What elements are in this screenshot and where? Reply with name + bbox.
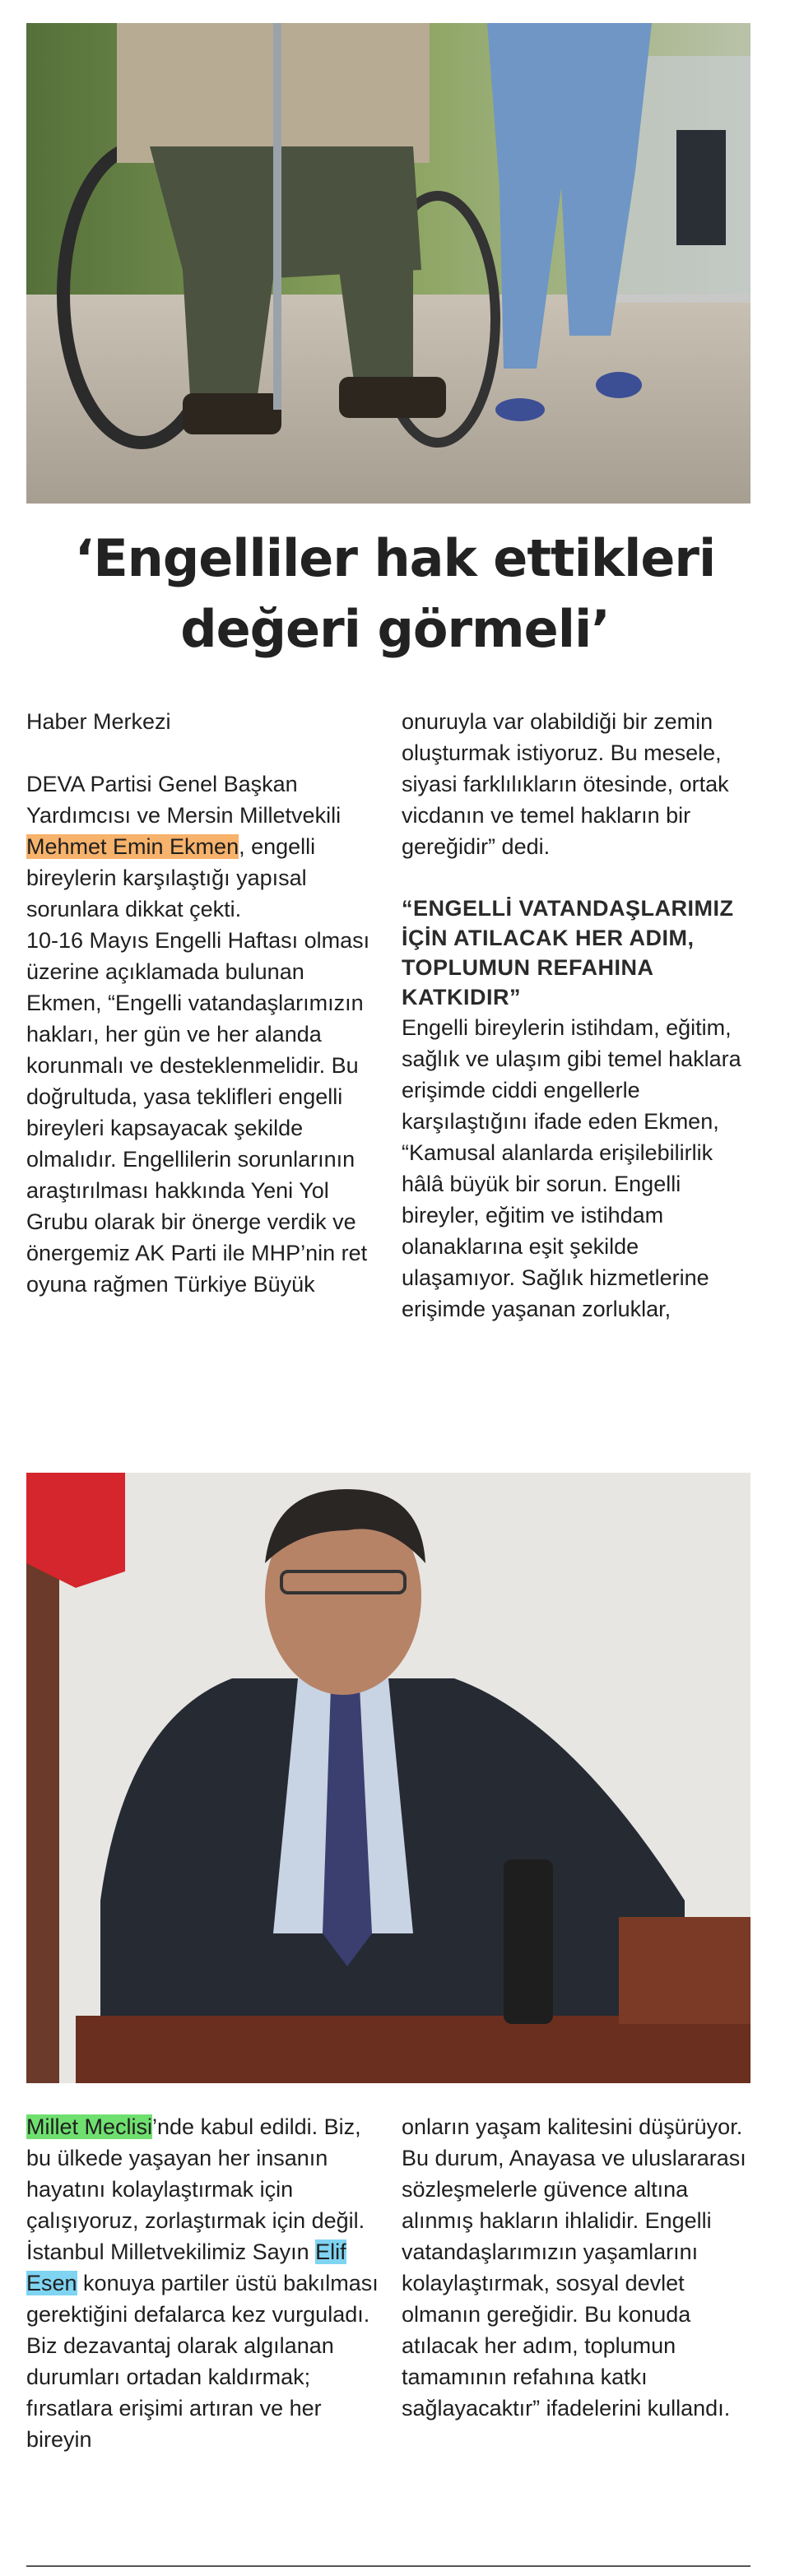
highlighted-name: Millet Meclisi — [26, 2114, 153, 2139]
text-span: DEVA Partisi Genel Başkan Yardımcısı ve Mersin Milletvekili — [26, 772, 342, 828]
article-column-3 — [26, 2111, 380, 2455]
paragraph: onuruyla var olabildiği bir zemin oluşturmak istiyoruz. Bu mesele, siyasi farklılıkların ötesinde, ortak vicdanın ve temel hakların bir gereğidir” dedi. — [402, 709, 729, 859]
article-column-1 — [26, 706, 380, 1300]
wheelchair-photo — [26, 23, 750, 504]
headline: ‘Engelliler hak ettikleri değeri görmeli’ — [74, 528, 716, 659]
subheading: “ENGELLİ VATANDAŞLARIMIZ İÇİN ATILACAK HER ADIM, TOPLUMUN REFAHINA KATKIDIR” — [402, 896, 734, 1010]
speaker-photo — [26, 1473, 750, 2083]
text-span: , engelli bireylerin karşılaştığı yapısal sorunlara dikkat çekti. — [26, 834, 316, 921]
bottom-divider — [26, 2565, 750, 2567]
byline: Haber Merkezi — [26, 709, 171, 734]
highlighted-name: Elif Esen — [26, 2239, 346, 2295]
paragraph: onların yaşam kalitesini düşürüyor. Bu durum, Anayasa ve uluslararası sözleşmelerle güvence altına alınmış hakların ihlalidir. Engelli vatandaşlarımızın yaşamlarını kolaylaştırmak, sosyal devlet olmanın gereğidir. Bu konuda atılacak her adım, toplumun tamamının refahına katkı sağlayacaktır” ifadelerini kullandı. — [402, 2114, 746, 2421]
text-span: ’nde kabul edildi. Biz, bu ülkede yaşayan her insanın hayatını kolaylaştırmak için çalışıyoruz, zorlaştırmak için değil. İstanbul Milletvekilimiz Sayın — [26, 2114, 365, 2264]
article-column-4 — [402, 2111, 755, 2424]
text-span: konuya partiler üstü bakılması gerektiğini defalarca kez vurguladı. Biz dezavantaj olarak algılanan durumları ortadan kaldırmak; fırsatlara erişimi artıran ve her bireyin — [26, 2271, 379, 2452]
paragraph: Engelli bireylerin istihdam, eğitim, sağlık ve ulaşım gibi temel haklara erişimde ciddi engellerle karşılaştığını ifade eden Ekmen, “Kamusal alanlarda erişilebilirlik hâlâ büyük bir sorun. Engelli bireyler, eğitim ve istihdam olanaklarına eşit şekilde ulaşamıyor. Sağlık hizmetlerine erişimde yaşanan zorluklar, — [402, 1015, 741, 1321]
paragraph: 10-16 Mayıs Engelli Haftası olması üzerine açıklamada bulunan Ekmen, “Engelli vatandaşlarımızın hakları, her gün ve her alanda korunmalı ve desteklenmelidir. Bu doğrultuda, yasa teklifleri engelli bireyleri kapsayacak şekilde olmalıdır. Engellilerin sorunlarının araştırılması hakkında Yeni Yol Grubu olarak bir önerge verdik ve önergemiz AK Parti ile MHP’nin ret oyuna rağmen Türkiye Büyük — [26, 928, 370, 1297]
paragraph — [26, 768, 380, 925]
article-column-2 — [402, 706, 755, 1325]
paragraph — [26, 2111, 380, 2455]
highlighted-name: Mehmet Emin Ekmen — [26, 834, 239, 859]
